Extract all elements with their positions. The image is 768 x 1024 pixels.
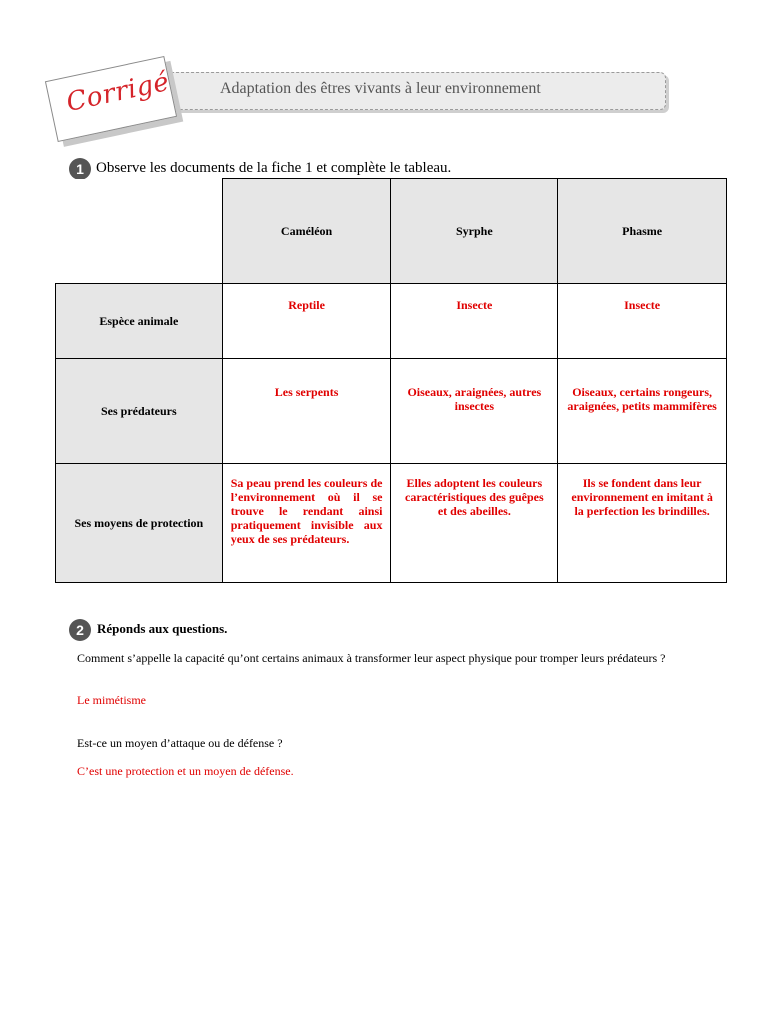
answer-cell: Sa peau prend les couleurs de l’environnement où il se trouve le rendant ainsi pratiquement invisible aux yeux de ses prédateurs.	[222, 464, 391, 583]
row-header: Ses moyens de protection	[56, 464, 223, 583]
column-header: Syrphe	[391, 179, 558, 284]
row-header: Ses prédateurs	[56, 359, 223, 464]
page-title: Adaptation des êtres vivants à leur environnement	[220, 80, 541, 97]
table-row	[56, 359, 727, 464]
answer-table	[55, 178, 727, 583]
answer-cell: Insecte	[391, 284, 558, 359]
section-2-instruction: Réponds aux questions.	[97, 621, 228, 636]
table-header-row	[56, 179, 727, 284]
answer-cell: Oiseaux, certains rongeurs, araignées, petits mammifères	[558, 359, 727, 464]
answer-cell: Oiseaux, araignées, autres insectes	[391, 359, 558, 464]
empty-corner-cell	[56, 179, 223, 284]
stamp-label: Corrigé	[63, 66, 173, 118]
section-1-instruction: Observe les documents de la fiche 1 et complète le tableau.	[96, 160, 452, 176]
question-text: Est-ce un moyen d’attaque ou de défense ?	[77, 736, 283, 750]
answer-cell: Elles adoptent les couleurs caractéristiques des guêpes et des abeilles.	[391, 464, 558, 583]
answer-cell: Insecte	[558, 284, 727, 359]
answer-cell: Les serpents	[222, 359, 391, 464]
answer-text: C’est une protection et un moyen de défense.	[77, 764, 294, 778]
corrige-stamp	[45, 56, 177, 142]
answer-cell: Reptile	[222, 284, 391, 359]
column-header: Phasme	[558, 179, 727, 284]
section-1-badge: 1	[69, 158, 91, 180]
question-text: Comment s’appelle la capacité qu’ont certains animaux à transformer leur aspect physique pour tromper leurs prédateurs ?	[77, 651, 666, 665]
column-header: Caméléon	[222, 179, 391, 284]
table-row	[56, 464, 727, 583]
answer-text: Le mimétisme	[77, 693, 146, 707]
table-row	[56, 284, 727, 359]
row-header: Espèce animale	[56, 284, 223, 359]
section-2-badge: 2	[69, 619, 91, 641]
answer-cell: Ils se fondent dans leur environnement en imitant à la perfection les brindilles.	[558, 464, 727, 583]
